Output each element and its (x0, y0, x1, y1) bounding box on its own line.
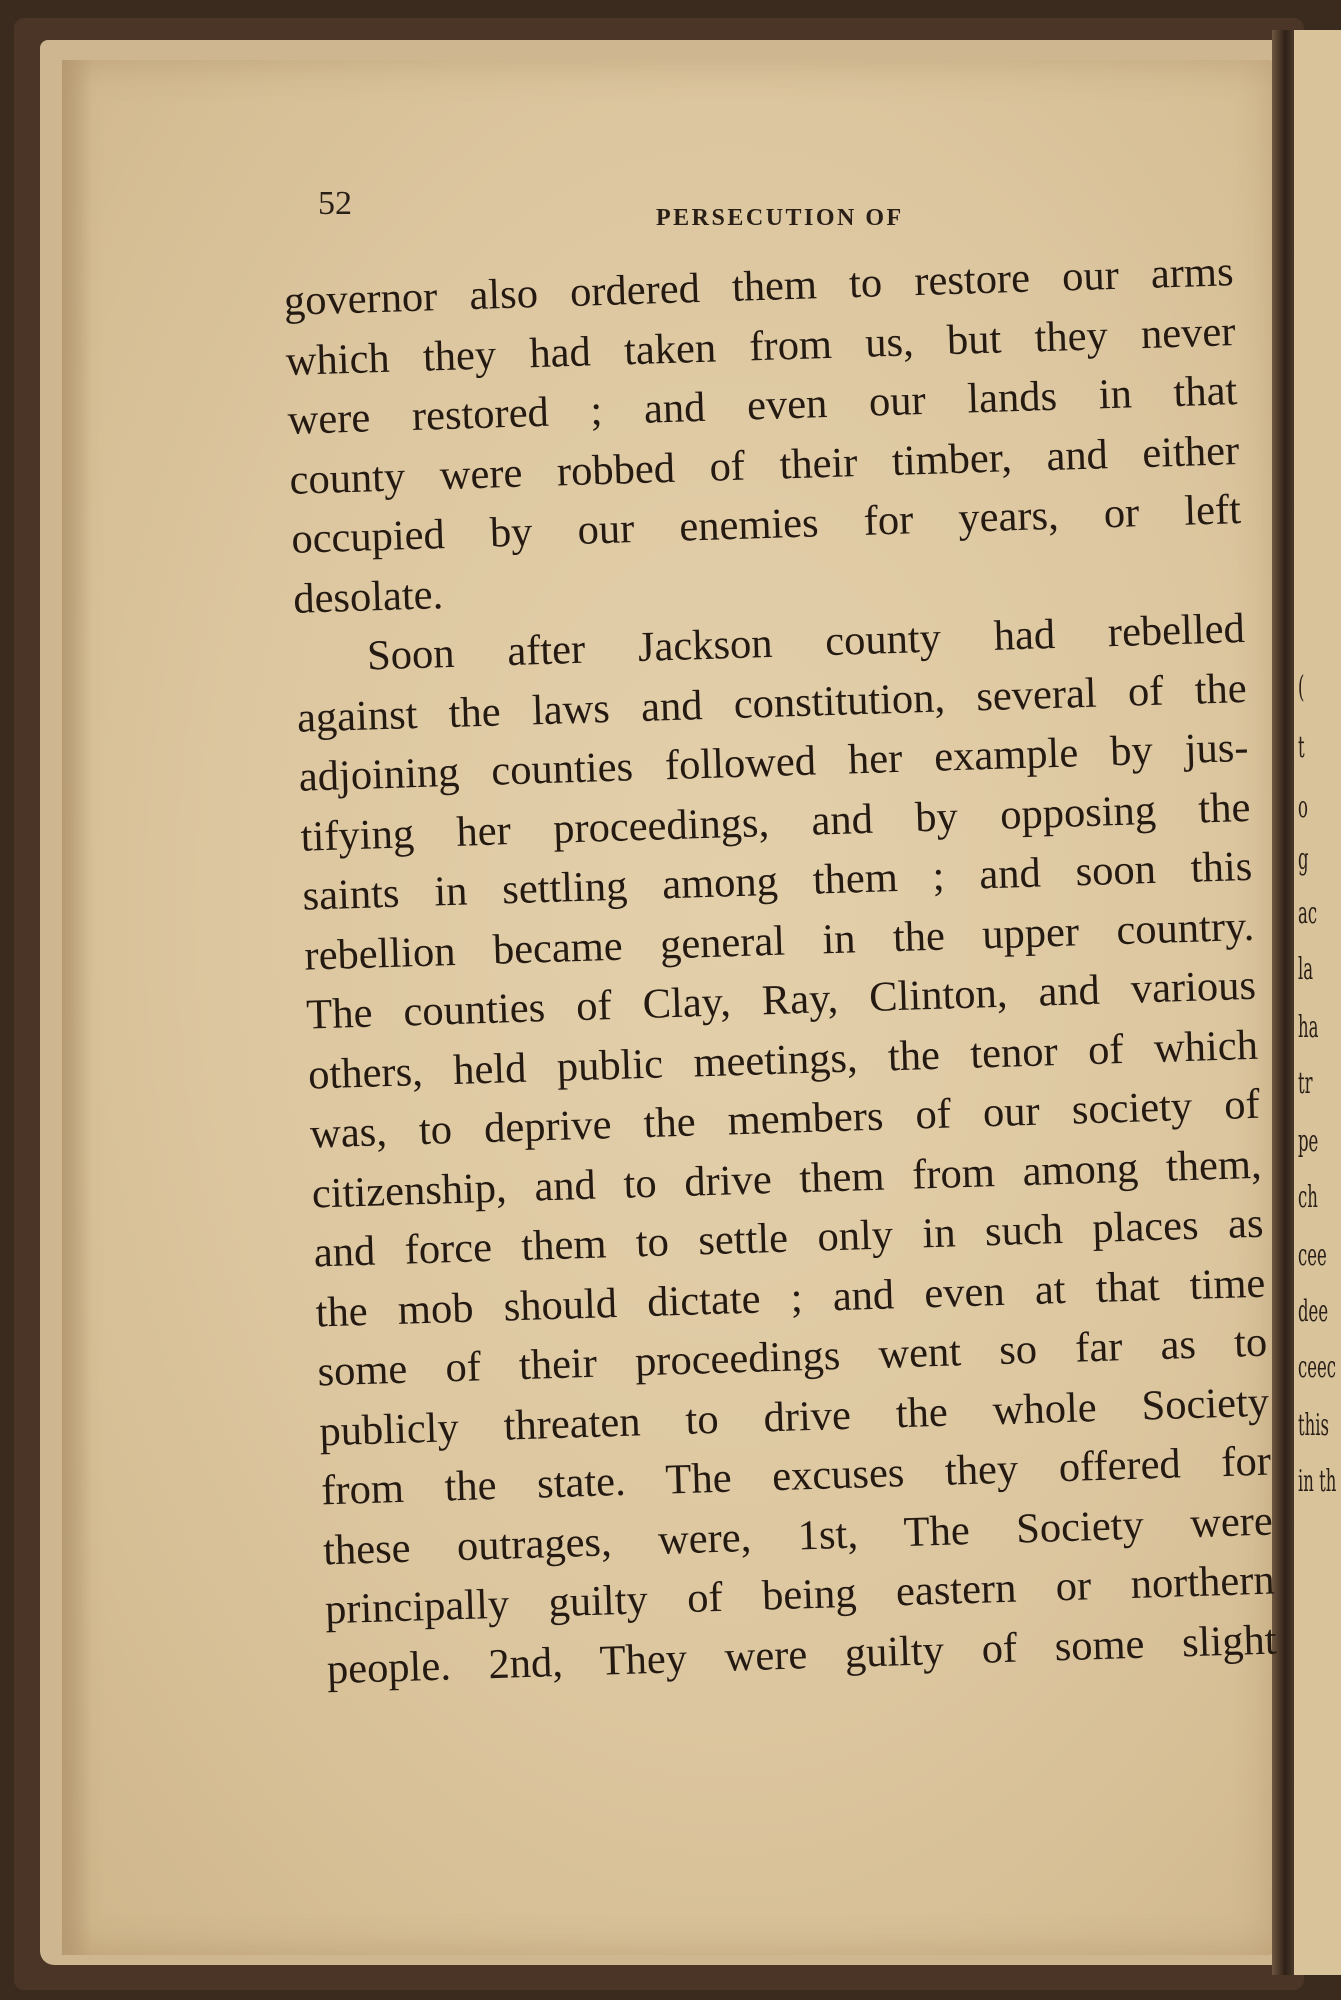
text-line: were restored ; and even our lands in that (286, 367, 1238, 444)
text-line: governor also ordered them to restore our arms (283, 248, 1235, 325)
facing-fragment: tr (1298, 1066, 1313, 1101)
body-text (283, 242, 1277, 1699)
running-header (318, 185, 1238, 231)
facing-fragment: ac (1298, 896, 1318, 931)
text-line: people. 2nd, They were guilty of some slight (326, 1615, 1278, 1693)
text-line: The counties of Clay, Ray, Clinton, and various (305, 961, 1257, 1039)
facing-fragment: ch (1298, 1180, 1318, 1215)
text-line: against the laws and constitution, several of the (296, 664, 1248, 742)
text-line: which they had taken from us, but they never (285, 307, 1237, 385)
text-line: publicly threaten to drive the whole Society (318, 1378, 1270, 1455)
text-line: from the state. The excuses they offered for (320, 1437, 1272, 1515)
facing-fragment: la (1298, 952, 1314, 987)
text-line: tifying her proceedings, and by opposing the (300, 783, 1252, 861)
text-line: others, held public meetings, the tenor of which (307, 1021, 1259, 1099)
page-number: 52 (318, 185, 352, 222)
text-line: Soon after Jackson county had rebelled (366, 604, 1246, 680)
facing-fragment: t (1298, 730, 1305, 765)
text-line: was, to deprive the members of our society of (309, 1080, 1261, 1158)
facing-fragment: ( (1298, 670, 1305, 705)
book-gutter (1272, 30, 1294, 1975)
text-line: the mob should dictate ; and even at that time (314, 1259, 1266, 1336)
text-line: rebellion became general in the upper country. (303, 902, 1255, 980)
text-line: principally guilty of being eastern or northern (324, 1556, 1276, 1634)
facing-fragment: ceec (1298, 1350, 1337, 1385)
text-line: citizenship, and to drive them from among them, (311, 1140, 1263, 1218)
page-edge-shadow (62, 60, 92, 1955)
text-line: desolate. (292, 570, 444, 623)
text-line: county were robbed of their timber, and either (288, 426, 1240, 504)
facing-fragment: pe (1298, 1124, 1319, 1159)
text-line: occupied by our enemies for years, or left (290, 486, 1242, 563)
facing-fragment: dee (1298, 1294, 1329, 1329)
text-line: adjoining counties followed her example by jus- (298, 723, 1250, 801)
facing-fragment: o (1298, 790, 1308, 825)
facing-fragment: this (1298, 1408, 1330, 1443)
facing-fragment: ha (1298, 1010, 1319, 1045)
running-title: PERSECUTION OF (656, 205, 904, 231)
text-line: and force them to settle only in such places as (313, 1199, 1265, 1277)
facing-fragment: cee (1298, 1238, 1327, 1273)
facing-page-edge (1294, 30, 1341, 1975)
text-line: some of their proceedings went so far as to (316, 1318, 1268, 1396)
facing-fragment: g (1298, 842, 1309, 877)
text-line: saints in settling among them ; and soon this (301, 842, 1253, 920)
facing-fragment: in th (1298, 1464, 1337, 1499)
text-line: these outrages, were, 1st, The Society were (322, 1497, 1274, 1574)
